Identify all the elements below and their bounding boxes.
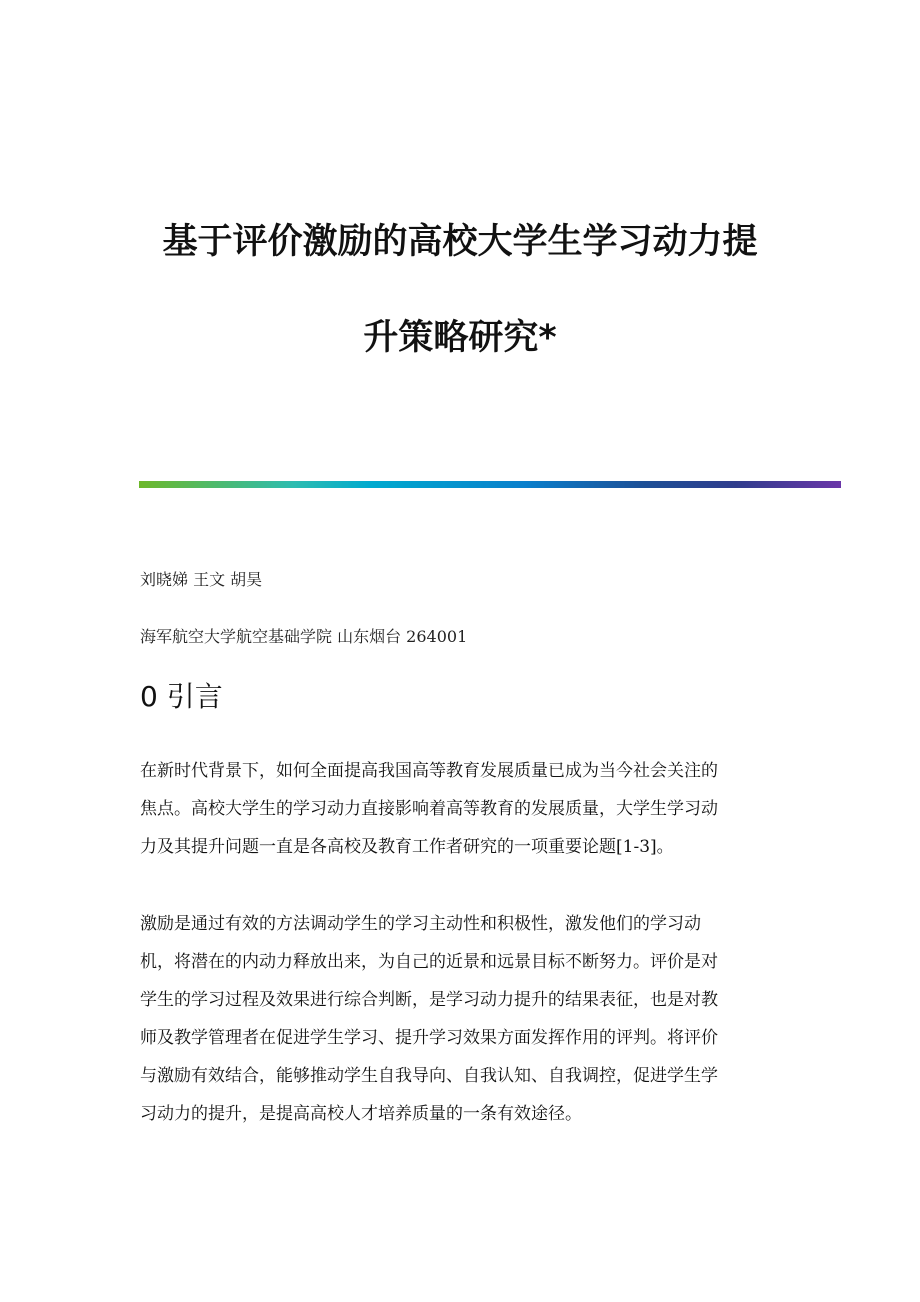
text-line: 焦点。高校大学生的学习动力直接影响着高等教育的发展质量，大学生学习动 xyxy=(140,799,718,819)
authors: 刘晓娣 王文 胡昊 xyxy=(140,570,263,589)
gradient-divider xyxy=(139,481,841,488)
paper-title-line-2: 升策略研究* xyxy=(363,318,557,358)
text-line: 师及教学管理者在促进学生学习、提升学习效果方面发挥作用的评判。将评价 xyxy=(140,1028,718,1048)
section-heading: 0 引言 xyxy=(140,680,223,713)
paragraph-1 xyxy=(140,752,780,866)
text-line: 与激励有效结合，能够推动学生自我导向、自我认知、自我调控，促进学生学 xyxy=(140,1066,718,1086)
text-line: 力及其提升问题一直是各高校及教育工作者研究的一项重要论题[1-3]。 xyxy=(140,837,674,857)
paper-title-line-1: 基于评价激励的高校大学生学习动力提 xyxy=(162,222,758,262)
text-line: 在新时代背景下，如何全面提高我国高等教育发展质量已成为当今社会关注的 xyxy=(140,761,718,781)
affiliation: 海军航空大学航空基础学院 山东烟台 264001 xyxy=(140,627,468,646)
text-line: 激励是通过有效的方法调动学生的学习主动性和积极性，激发他们的学习动 xyxy=(140,914,701,934)
text-line: 习动力的提升，是提高高校人才培养质量的一条有效途径。 xyxy=(140,1104,582,1124)
text-line: 学生的学习过程及效果进行综合判断，是学习动力提升的结果表征，也是对教 xyxy=(140,990,718,1010)
text-line: 机，将潜在的内动力释放出来，为自己的近景和远景目标不断努力。评价是对 xyxy=(140,952,718,972)
paragraph-2 xyxy=(140,905,780,1133)
